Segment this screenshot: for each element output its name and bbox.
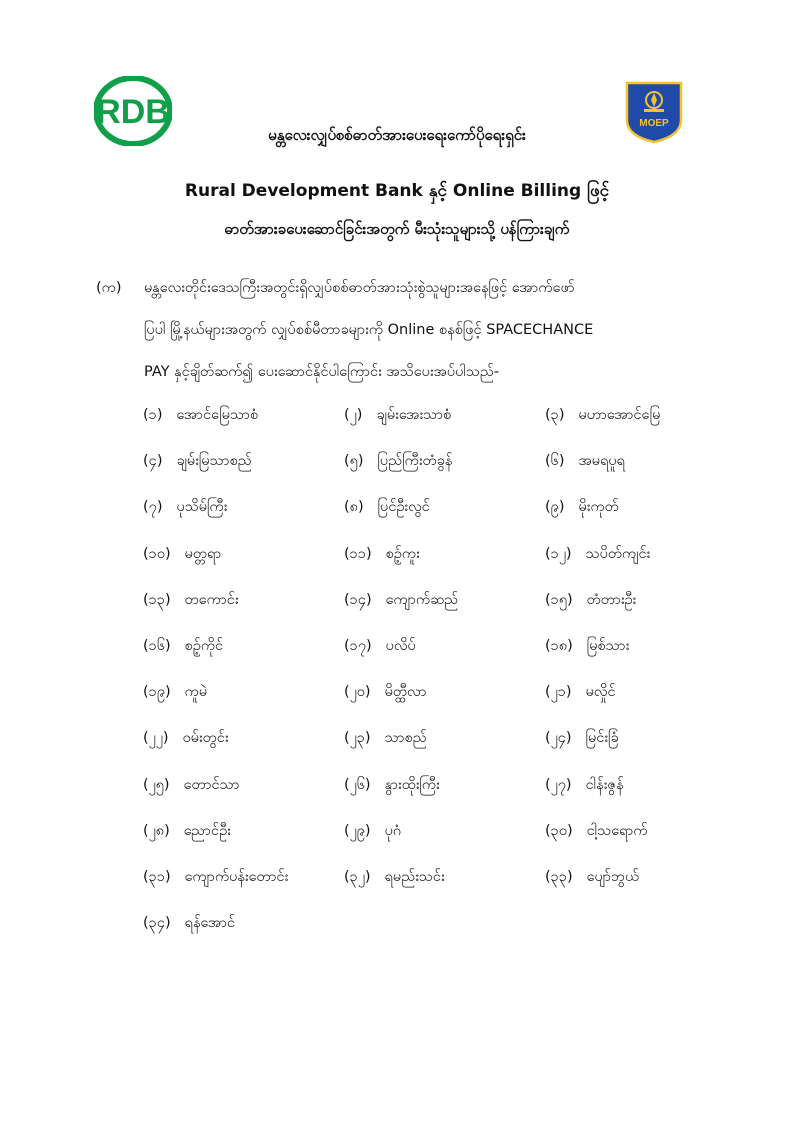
township-item [344, 822, 401, 843]
township-number: (၂၇) [545, 776, 572, 793]
township-item [545, 545, 650, 566]
township-name: ရမည်းသင်း [384, 869, 445, 885]
township-name: ငါန်းဇွန် [585, 776, 624, 793]
township-name: ကျောက်ပန်းတောင်း [184, 869, 289, 885]
township-name: သပိတ်ကျင်း [585, 545, 651, 562]
township-name: မိတ္ထီလာ [384, 684, 427, 701]
township-name: တောင်သာ [183, 776, 240, 793]
township-number: (၂) [344, 407, 363, 423]
township-item [143, 591, 239, 612]
township-number: (၃၂) [344, 869, 371, 885]
township-number: (၉) [545, 499, 565, 516]
township-number: (၅) [344, 453, 364, 470]
township-name: ပြည်ကြီးတံခွန် [377, 453, 453, 470]
township-item [545, 498, 619, 519]
township-name: သာစည် [384, 730, 427, 747]
township-item [344, 498, 430, 519]
township-item [545, 591, 636, 612]
header-title-billing: Rural Development Bank နှင့် Online Billing ဖြင့် [184, 181, 610, 201]
township-number: (၁၇) [344, 638, 372, 654]
township-name: စဉ့်ကိုင် [184, 638, 224, 654]
township-number: (၁၆) [143, 638, 171, 654]
moep-logo-text: MOEP [639, 118, 669, 129]
township-item [143, 498, 227, 519]
township-item [143, 545, 221, 566]
township-name: ပျော်ဘွယ် [586, 869, 640, 885]
township-item [143, 822, 231, 843]
township-name: မြစ်သား [586, 638, 630, 654]
township-name: မဟာအောင်မြေ [578, 407, 661, 423]
township-item [545, 822, 648, 843]
township-number: (၂၁) [545, 684, 572, 701]
township-name: အောင်မြေသာစံ [176, 407, 259, 423]
township-number: (၁၈) [545, 638, 573, 654]
township-name: အမရပူရ [578, 453, 626, 470]
township-name: ငါ့သရောက် [586, 822, 648, 839]
township-item [545, 683, 616, 704]
township-number: (၆) [545, 453, 565, 470]
header-title-request: ဓာတ်အားခပေးဆောင်ခြင်းအတွက် မီးသုံးသူများသို့ ပန်ကြားချက် [224, 220, 570, 238]
township-number: (၂၅) [143, 776, 170, 793]
township-item [143, 914, 235, 935]
township-number: (၂၉) [344, 822, 371, 839]
notice-line-2: ပြပါ မြို့နယ်များအတွက် လျှပ်စစ်မီတာခများကို Online စနစ်ဖြင့် SPACECHANCE [144, 322, 594, 338]
township-name: နွားထိုးကြီး [384, 776, 440, 793]
township-number: (၂၃) [344, 730, 371, 747]
township-item [143, 452, 252, 473]
township-item [344, 406, 451, 427]
township-number: (၂၈) [143, 822, 170, 839]
township-name: ရန်အောင် [184, 915, 236, 932]
township-number: (၂၀) [344, 684, 371, 701]
township-number: (၄) [143, 453, 163, 470]
township-name: တကောင်း [184, 591, 239, 608]
township-name: စဉ့်ကူး [385, 545, 420, 562]
township-item [344, 452, 452, 473]
township-name: မတ္တရာ [184, 545, 222, 562]
township-item [545, 637, 629, 658]
township-number: (၇) [143, 499, 163, 516]
township-number: (၂၂) [143, 730, 169, 747]
notice-line-3: PAY နှင့်ချိတ်ဆက်၍ ပေးဆောင်နိုင်ပါကြောင်း အသိပေးအပ်ပါသည်- [144, 364, 500, 380]
township-item [143, 683, 207, 704]
township-number: (၂၄) [545, 730, 572, 747]
township-number: (၁၅) [545, 591, 573, 608]
township-number: (၁၄) [344, 591, 372, 608]
township-item [143, 729, 229, 750]
township-name: မြင်းခြံ [585, 730, 619, 747]
township-name: ချမ်းမြသာစည် [176, 453, 252, 470]
township-item [545, 452, 625, 473]
township-number: (၈) [344, 499, 364, 516]
township-item [545, 868, 639, 889]
township-number: (၁၃) [143, 591, 171, 608]
township-item [143, 868, 288, 889]
township-number: (၃၃) [545, 869, 573, 885]
township-name: မိုးကုတ် [578, 499, 619, 516]
township-number: (၃၄) [143, 915, 171, 932]
township-name: ပလိပ် [385, 638, 416, 654]
township-name: ချမ်းအေးသာစံ [376, 407, 452, 423]
township-item [344, 776, 440, 797]
township-item [143, 406, 258, 427]
township-item [344, 545, 420, 566]
township-number: (၁၁) [344, 545, 372, 562]
township-number: (၁၂) [545, 545, 572, 562]
township-number: (၁၀) [143, 545, 171, 562]
township-number: (၁) [143, 407, 163, 423]
township-number: (၃) [545, 407, 565, 423]
notice-line-1: မန္တလေးတိုင်းဒေသကြီးအတွင်းရှိလျှပ်စစ်ဓာတ်အားသုံးစွဲသူများအနေဖြင့် အောက်ဖော် [144, 280, 575, 296]
township-item [344, 729, 427, 750]
township-item [143, 776, 240, 797]
township-name: ညောင်ဦး [183, 822, 231, 839]
township-item [545, 729, 619, 750]
township-name: ကျောက်ဆည် [385, 591, 459, 608]
township-number: (၁၉) [143, 684, 171, 701]
township-item [344, 868, 445, 889]
township-number: (၃၀) [545, 822, 573, 839]
township-name: ကူမဲ [184, 684, 208, 701]
township-item [344, 591, 458, 612]
township-name: ပြင်ဦးလွင် [377, 499, 430, 516]
header-title-mm: မန္တလေးလျှပ်စစ်ဓာတ်အားပေးရေးကော်ပိုရေးရှင်း [268, 126, 526, 144]
township-item [545, 776, 623, 797]
township-number: (၃၁) [143, 869, 171, 885]
township-name: တံတားဦး [586, 591, 637, 608]
township-name: ဝမ်းတွင်း [182, 730, 229, 747]
township-item [344, 683, 427, 704]
svg-text:RDB: RDB [96, 93, 170, 131]
township-name: မလှိုင် [585, 684, 616, 701]
township-item [545, 406, 660, 427]
township-name: ပုသိမ်ကြီး [176, 499, 228, 516]
township-name: ပုဂံ [384, 822, 402, 839]
notice-marker: (က) [96, 280, 122, 296]
township-item [344, 637, 416, 658]
township-number: (၂၆) [344, 776, 371, 793]
township-item [143, 637, 223, 658]
